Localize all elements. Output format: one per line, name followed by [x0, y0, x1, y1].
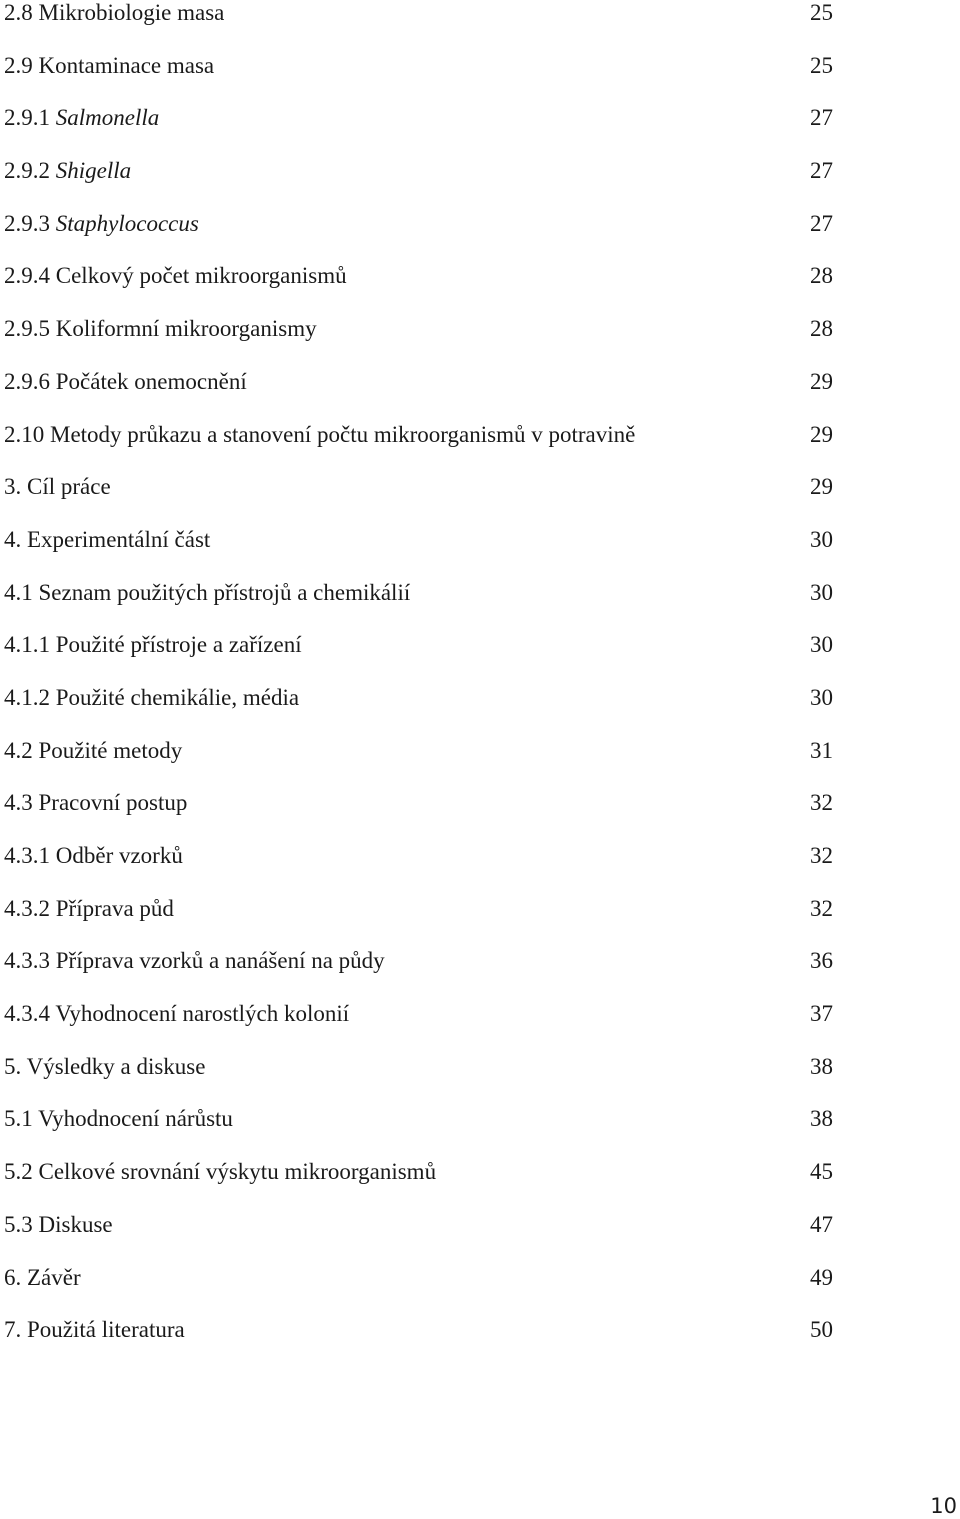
toc-entry-number: 2.10: [4, 421, 45, 447]
toc-entry-title: Experimentální část: [27, 526, 211, 552]
toc-entry-page: 31: [810, 737, 833, 763]
toc-entry: [0, 1159, 960, 1212]
toc-entry-number: 5.3: [4, 1211, 33, 1237]
toc-entry: [0, 0, 960, 53]
toc-entry-title: Závěr: [27, 1264, 81, 1290]
toc-entry: [0, 158, 960, 211]
toc-entry-title: Výsledky a diskuse: [26, 1053, 206, 1079]
toc-entry: [0, 580, 960, 633]
toc-entry: [0, 790, 960, 843]
toc-entry-page: 38: [810, 1106, 833, 1132]
toc-entry-number: 5.: [4, 1053, 22, 1079]
toc-entry: [0, 948, 960, 1001]
toc-entry-heading: [4, 316, 317, 342]
toc-entry-title: Použité chemikálie, média: [55, 684, 300, 710]
toc-entry-number: 3.: [4, 474, 22, 500]
toc-entry-title: Odběr vzorků: [55, 843, 183, 868]
toc-entry-page: 30: [810, 684, 833, 710]
toc-entry-title: Pracovní postup: [38, 790, 188, 816]
toc-entry-number: 4.3.4: [4, 1001, 50, 1027]
toc-entry-page: 30: [810, 526, 833, 552]
toc-entry-title: Staphylococcus: [55, 210, 199, 236]
toc-entry-heading: [4, 1106, 233, 1132]
toc-entry-number: 4.1: [4, 579, 33, 605]
toc-entry-page: 25: [810, 52, 833, 78]
toc-entry-page: 38: [810, 1053, 833, 1079]
toc-entry: [0, 263, 960, 316]
toc-entry-page: 28: [810, 316, 833, 342]
toc-entry-heading: [4, 1317, 185, 1343]
toc-entry-number: 2.9: [4, 52, 33, 78]
toc-entry: [0, 843, 960, 896]
toc-entry-title: Koliformní mikroorganismy: [55, 316, 317, 342]
toc-entry: [0, 369, 960, 422]
toc-entry: [0, 1106, 960, 1159]
toc-entry-title: Seznam použitých přístrojů a chemikálií: [38, 579, 411, 605]
toc-entry-number: 6.: [4, 1264, 22, 1290]
toc-entry: [0, 685, 960, 738]
toc-entry-page: 36: [810, 948, 833, 974]
toc-entry-number: 4.3.1: [4, 843, 50, 868]
toc-entry: [0, 1317, 960, 1370]
page-number: 10: [930, 1494, 957, 1518]
toc-entry-heading: [4, 158, 131, 184]
toc-entry: [0, 738, 960, 791]
toc-entry-heading: [4, 632, 302, 658]
toc-entry-heading: [4, 790, 187, 816]
toc-entry-title: Mikrobiologie masa: [38, 0, 225, 25]
toc-entry-page: 29: [810, 421, 833, 447]
toc-entry-page: 47: [810, 1211, 833, 1237]
toc-entry-heading: [4, 580, 410, 606]
toc-entry-number: 5.2: [4, 1159, 33, 1185]
toc-entry-number: 2.9.3: [4, 210, 50, 236]
toc-entry-heading: [4, 896, 174, 922]
toc-entry: [0, 1054, 960, 1107]
toc-entry-title: Diskuse: [38, 1211, 113, 1237]
toc-entry-title: Příprava vzorků a nanášení na půdy: [55, 948, 385, 974]
toc-entry-title: Příprava půd: [55, 895, 174, 921]
toc-entry-heading: [4, 53, 214, 79]
toc-entry-page: 27: [810, 105, 833, 131]
toc-entry-page: 27: [810, 158, 833, 184]
toc-entry-heading: [4, 1265, 81, 1291]
toc-entry-heading: [4, 738, 182, 764]
toc-entry-heading: [4, 948, 385, 974]
toc-entry-page: 45: [810, 1159, 833, 1185]
toc-entry: [0, 896, 960, 949]
toc-entry-page: 30: [810, 579, 833, 605]
toc-entry-number: 4.1.2: [4, 684, 50, 710]
toc-entry: [0, 105, 960, 158]
toc-entry-heading: [4, 1001, 349, 1027]
toc-entry-title: Cíl práce: [27, 474, 111, 500]
toc-entry-heading: [4, 263, 347, 289]
toc-entry-title: Celkový počet mikroorganismů: [55, 263, 347, 289]
toc-entry: [0, 527, 960, 580]
toc-entry-number: 2.9.1: [4, 105, 50, 131]
toc-entry-heading: [4, 0, 224, 26]
toc-entry-heading: [4, 1054, 205, 1080]
toc-entry-page: 29: [810, 474, 833, 500]
toc-entry-page: 32: [810, 790, 833, 816]
toc-entry-page: 27: [810, 210, 833, 236]
toc-entry-title: Počátek onemocnění: [55, 368, 247, 394]
toc-entry-page: 32: [810, 843, 833, 868]
toc-entry-title: Použitá literatura: [27, 1317, 185, 1343]
toc-entry: [0, 53, 960, 106]
toc-entry-heading: [4, 474, 111, 500]
toc-entry-number: 2.9.5: [4, 316, 50, 342]
toc-entry-heading: [4, 105, 159, 131]
toc-entry-page: 29: [810, 368, 833, 394]
toc-entry-number: 4.3.2: [4, 895, 50, 921]
toc-entry: [0, 474, 960, 527]
toc-entry-title: Použité přístroje a zařízení: [55, 632, 302, 658]
toc-entry-number: 7.: [4, 1317, 22, 1343]
toc-entry-page: 28: [810, 263, 833, 289]
toc-entry-title: Vyhodnocení narostlých kolonií: [55, 1001, 350, 1027]
toc-entry-heading: [4, 843, 183, 869]
toc-entry: [0, 632, 960, 685]
toc-entry: [0, 422, 960, 475]
toc-entry: [0, 211, 960, 264]
toc-entry-heading: [4, 527, 210, 553]
toc-entry-number: 4.: [4, 526, 22, 552]
toc-entry-page: 32: [810, 895, 833, 921]
toc-entry-number: 4.3.3: [4, 948, 50, 974]
toc-entry-heading: [4, 1159, 436, 1185]
toc-entry-heading: [4, 1212, 113, 1238]
toc-entry-title: Salmonella: [55, 105, 160, 131]
toc-entry-title: Celkové srovnání výskytu mikroorganismů: [38, 1159, 437, 1185]
toc-entry-heading: [4, 685, 299, 711]
toc-entry-number: 2.9.2: [4, 158, 50, 184]
toc-entry: [0, 316, 960, 369]
toc-entry: [0, 1265, 960, 1318]
toc-entry-number: 2.8: [4, 0, 33, 25]
toc-entry-page: 50: [810, 1317, 833, 1343]
toc-entry-page: 30: [810, 632, 833, 658]
toc-entry-title: Kontaminace masa: [38, 52, 215, 78]
toc-entry-number: 4.1.1: [4, 632, 50, 658]
toc-entry-heading: [4, 369, 247, 395]
toc-entry-title: Vyhodnocení nárůstu: [38, 1106, 233, 1132]
toc-entry-number: 2.9.4: [4, 263, 50, 289]
toc-entry-page: 49: [810, 1264, 833, 1290]
toc-entry-number: 5.1: [4, 1106, 33, 1132]
toc-entry-number: 4.3: [4, 790, 33, 816]
toc-entry-page: 37: [810, 1001, 833, 1027]
toc-entry-number: 2.9.6: [4, 368, 50, 394]
toc-entry-title: Shigella: [55, 158, 132, 184]
toc-entry-number: 4.2: [4, 737, 33, 763]
toc-entry: [0, 1001, 960, 1054]
toc-entry-heading: [4, 211, 199, 237]
toc-entry-heading: [4, 422, 635, 448]
toc-entry: [0, 1212, 960, 1265]
toc-entry-title: Použité metody: [38, 737, 183, 763]
toc-entry-page: 25: [810, 0, 833, 25]
toc-entry-title: Metody průkazu a stanovení počtu mikroorganismů v potravině: [50, 421, 636, 447]
